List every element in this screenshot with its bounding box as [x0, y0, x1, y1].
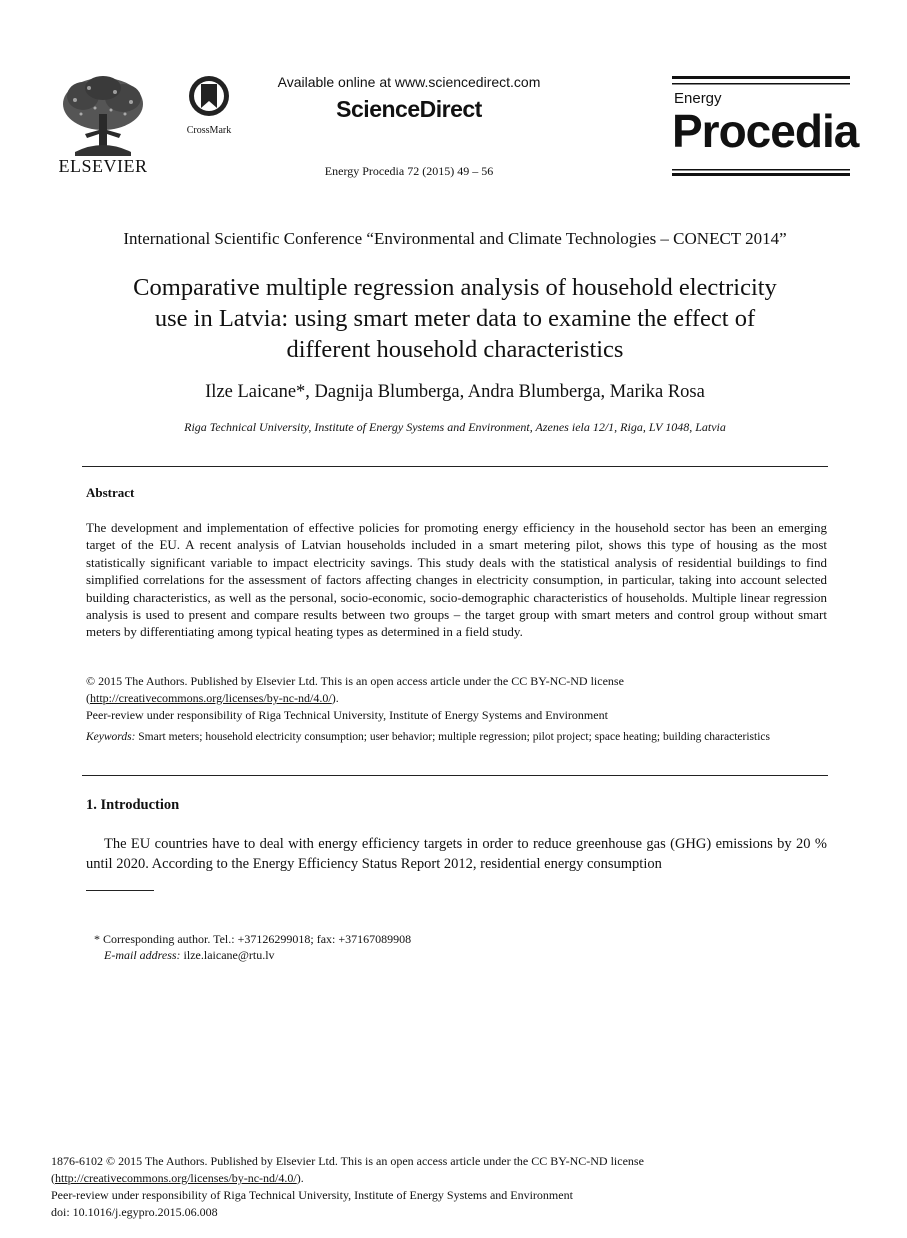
doi[interactable]: doi: 10.1016/j.egypro.2015.06.008: [51, 1205, 218, 1219]
paren-open: (: [51, 1171, 55, 1185]
keywords: [86, 729, 827, 745]
abstract-body: The development and implementation of effective policies for promoting energy efficiency in the household sector has been an emerging target of the EU. A recent analysis of Latvian households included in a smart metering pilot, shows this type of housing as the most statistically significant variable to impact electricity savings. This study deals with the statistical analysis of residential buildings to find simplified correlations for the assessment of factors affecting changes in electricity consumption, in particular, taking into account selected building characteristics, as well as the personal, socio-economic, socio-demographic characteristics of households. Multiple linear regression analysis is used to present and compare results between two groups – the target group with smart meters and control group without smart meters by differentiating among typical heating types as determined in a field study.: [86, 520, 827, 640]
available-online-text: Available online at www.sciencedirect.com: [277, 74, 541, 90]
crossmark-label: CrossMark: [186, 125, 232, 136]
abstract-top-rule: [82, 466, 828, 467]
copyright-block: [86, 673, 827, 724]
journal-reference: Energy Procedia 72 (2015) 49 – 56: [324, 164, 494, 178]
keywords-label: Keywords:: [86, 731, 136, 743]
abstract-heading: Abstract: [86, 485, 135, 500]
title-line: Comparative multiple regression analysis of household electricity: [133, 274, 777, 301]
copyright-line: © 2015 The Authors. Published by Elsevier Ltd. This is an open access article under the CC BY-NC-ND license: [86, 674, 624, 688]
conference-name: International Scientific Conference “Environmental and Climate Technologies – CONECT 2014”: [123, 229, 787, 248]
issn-copyright-line: 1876-6102 © 2015 The Authors. Published by Elsevier Ltd. This is an open access article under the CC BY-NC-ND license: [51, 1154, 644, 1168]
license-line: [86, 690, 827, 707]
title-line: use in Latvia: using smart meter data to examine the effect of: [154, 305, 756, 332]
sciencedirect-wordmark: ScienceDirect: [336, 96, 482, 122]
email-address[interactable]: ilze.laicane@rtu.lv: [180, 948, 275, 962]
paren-close: ).: [331, 691, 339, 705]
journal-energy-word: Energy: [674, 90, 722, 107]
introduction-body: The EU countries have to deal with energy efficiency targets in order to reduce greenhouse gas (GHG) emissions by 20 % until 2020. According to the Energy Efficiency Status Report 2012, residential energy consumption: [86, 836, 827, 872]
bottom-license-link[interactable]: http://creativecommons.org/licenses/by-nc-nd/4.0/: [55, 1171, 297, 1185]
affiliation: Riga Technical University, Institute of Energy Systems and Environment, Azenes iela 12/1, Riga, LV 1048, Latvia: [184, 420, 726, 434]
paren-open: (: [86, 691, 90, 705]
corresponding-author: * Corresponding author. Tel.: +37126299018; fax: +37167089908: [94, 932, 412, 946]
author-list: Ilze Laicane*, Dagnija Blumberga, Andra Blumberga, Marika Rosa: [205, 382, 705, 402]
journal-procedia-word: Procedia: [672, 105, 859, 157]
crossmark-icon: [180, 74, 238, 120]
crossmark-badge[interactable]: [180, 74, 238, 134]
title-line: different household characteristics: [286, 336, 624, 363]
email-line: [94, 947, 794, 963]
introduction-heading: 1. Introduction: [86, 797, 180, 813]
bottom-peer-review: Peer-review under responsibility of Riga Technical University, Institute of Energy Systems and Environment: [51, 1188, 573, 1202]
bottom-license-line: [51, 1170, 851, 1187]
elsevier-wordmark: ELSEVIER: [58, 156, 148, 176]
peer-review-line: Peer-review under responsibility of Riga Technical University, Institute of Energy Systems and Environment: [86, 708, 608, 722]
abstract-bottom-rule: [82, 775, 828, 776]
license-link[interactable]: http://creativecommons.org/licenses/by-nc-nd/4.0/: [90, 691, 332, 705]
keywords-text: Smart meters; household electricity consumption; user behavior; multiple regression; pilot project; space heating; building characteristics: [135, 731, 770, 743]
bottom-license-block: [51, 1153, 851, 1221]
footnote-rule: [86, 890, 154, 891]
email-label: E-mail address:: [104, 948, 181, 962]
footnote: [94, 931, 794, 963]
paren-close: ).: [296, 1171, 304, 1185]
paper-title: [80, 272, 830, 365]
